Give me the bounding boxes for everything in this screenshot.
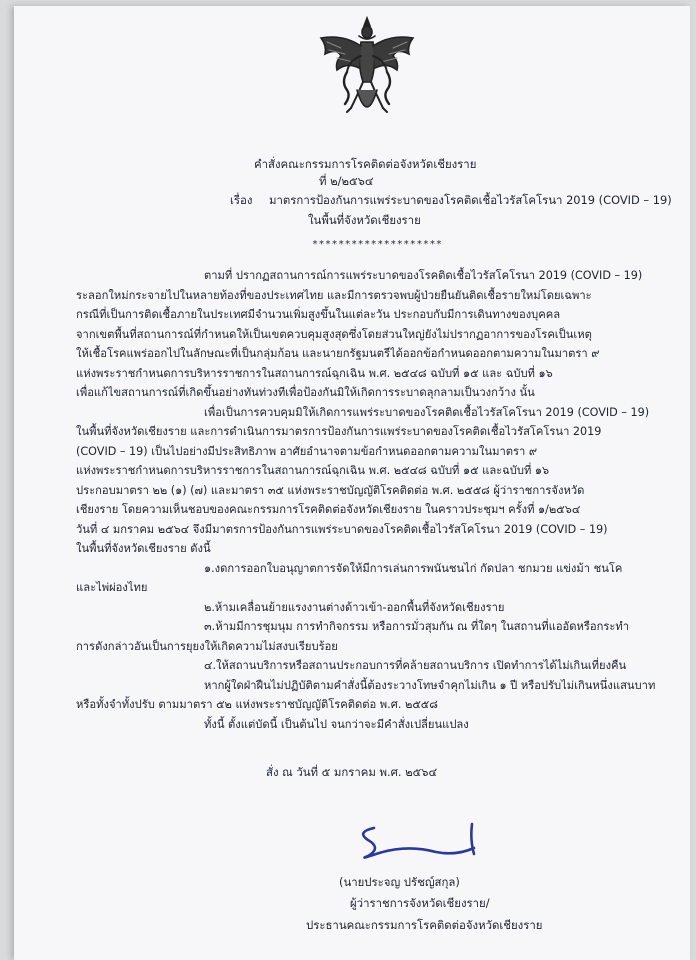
measure-line: ๓.ห้ามมีการชุมนุม การทำกิจกรรม หรือการมั่วสุมกัน ณ ที่ใดๆ ในสถานที่แออัดหรือกระทำ: [204, 620, 630, 633]
paragraph-line: วันที่ ๔ มกราคม ๒๕๖๔ จึงมีมาตรการป้องกันการแพร่ระบาดของโรคติดเชื้อไวรัสโคโรนา 2019 (COVID – 19): [76, 522, 608, 536]
paragraph-line: ประกอบมาตรา ๒๒ (๑) (๗) และมาตรา ๓๕ แห่งพระราชบัญญัติโรคติดต่อ พ.ศ. ๒๕๕๘ ผู้ว่าราชการจังหวัด: [76, 483, 585, 497]
signer-title-chairman: ประธานคณะกรรมการโรคติดต่อจังหวัดเชียงราย: [306, 918, 543, 932]
measure-line: การดังกล่าวอันเป็นการยุยงให้เกิดความไม่สงบเรียบร้อย: [76, 639, 338, 653]
paragraph-line: แห่งพระราชกำหนดการบริหารราชการในสถานการณ์ฉุกเฉิน พ.ศ. ๒๕๔๘ ฉบับที่ ๑๕ และ ฉบับที่ ๑๖: [76, 366, 553, 380]
paragraph-line: เพื่อเป็นการควบคุมมิให้เกิดการแพร่ระบาดของโรคติดเชื้อไวรัสโคโรนา 2019 (COVID – 19): [204, 405, 650, 419]
effective-clause: [76, 715, 676, 735]
paragraph-line: ให้เชื้อโรคแพร่ออกไปในลักษณะที่เป็นกลุ่มก้อน และนายกรัฐมนตรีได้ออกข้อกำหนดออกตามความในมาตรา ๙: [76, 347, 600, 360]
paragraph-line: เพื่อแก้ไขสถานการณ์ที่เกิดขึ้นอย่างทันท่วงทีเพื่อป้องกันมิให้เกิดการระบาดลุกลามเป็นวงกว้าง นั้น: [76, 386, 535, 399]
effective-line: ทั้งนี้ ตั้งแต่บัดนี้ เป็นต้นไป จนกว่าจะมีคำสั่งเปลี่ยนแปลง: [204, 717, 469, 731]
paragraph-line: ตามที่ ปรากฏสถานการณ์การแพร่ระบาดของโรคติดเชื้อไวรัสโคโรนา 2019 (COVID – 19): [204, 269, 643, 282]
subject-line-2: ในพื้นที่จังหวัดเชียงราย: [308, 213, 421, 227]
penalty-line: หรือทั้งจำทั้งปรับ ตามมาตรา ๕๒ แห่งพระราชบัญญัติโรคติดต่อ พ.ศ. ๒๕๕๘: [76, 698, 438, 711]
paragraph-line: (COVID – 19) เป็นไปอย่างมีประสิทธิภาพ อาศัยอำนาจตามข้อกำหนดออกตามความในมาตรา ๙: [76, 444, 538, 458]
document-page: [14, 6, 690, 960]
order-number: ที่ ๒/๒๕๖๔: [319, 174, 374, 188]
measure-line: ๔.ให้สถานบริการหรือสถานประกอบการที่คล้ายสถานบริการ เปิดทำการได้ไม่เกินเที่ยงคืน: [204, 659, 627, 672]
separator: ********************: [312, 239, 443, 250]
measure-item-2: [76, 598, 676, 618]
subject-text: มาตรการป้องกันการแพร่ระบาดของโรคติดเชื้อไวรัสโคโรนา 2019 (COVID – 19): [269, 193, 672, 207]
measure-line: และไพ่ผ่องไทย: [76, 581, 148, 594]
paragraph-line: เชียงราย โดยความเห็นชอบของคณะกรรมการโรคติดต่อจังหวัดเชียงราย ในคราวประชุมฯ ครั้งที่ ๑/๒๕๖๔: [76, 503, 581, 516]
paragraph-1: [76, 266, 676, 403]
subject-label: เรื่อง: [230, 193, 253, 207]
garuda-emblem-icon: [307, 12, 427, 132]
measure-item-4: [76, 656, 676, 676]
penalty-clause: [76, 676, 676, 715]
measure-item-3: [76, 617, 676, 656]
handwritten-signature: [346, 818, 506, 868]
paragraph-line: แห่งพระราชกำหนดการบริหารราชการในสถานการณ์ฉุกเฉิน พ.ศ. ๒๕๔๘ ฉบับที่ ๑๕ และฉบับที่ ๑๖: [76, 464, 550, 477]
order-title: คำสั่งคณะกรรมการโรคติดต่อจังหวัดเชียงราย: [254, 157, 477, 171]
paragraph-2: [76, 403, 676, 559]
paragraph-line: ระลอกใหม่กระจายไปในหลายท้องที่ของประเทศไทย และมีการตรวจพบผู้ป่วยยืนยันติดเชื้อรายใหม่โดยเฉพาะ: [76, 288, 592, 302]
penalty-line: หากผู้ใดฝ่าฝืนไม่ปฏิบัติตามคำสั่งนี้ต้องระวางโทษจำคุกไม่เกิน ๑ ปี หรือปรับไม่เกินหนึ่งแสนบาท: [204, 678, 656, 692]
sign-date: สั่ง ณ วันที่ ๕ มกราคม พ.ศ. ๒๕๖๔: [266, 765, 438, 779]
measure-line: ๑.งดการออกใบอนุญาตการจัดให้มีการเล่นการพนันชนไก่ กัดปลา ชกมวย แข่งม้า ชนโค: [204, 561, 623, 575]
paragraph-line: ในพื้นที่จังหวัดเชียงราย ดังนี้: [76, 542, 211, 555]
measure-line: ๒.ห้ามเคลื่อนย้ายแรงงานต่างด้าวเข้า-ออกพื้นที่จังหวัดเชียงราย: [204, 600, 505, 614]
signer-name: (นายประจญ ปรัชญ์สกุล): [339, 875, 460, 889]
order-body: [76, 266, 676, 734]
signer-title-governor: ผู้ว่าราชการจังหวัดเชียงราย/: [350, 896, 490, 910]
paragraph-line: ในพื้นที่จังหวัดเชียงราย และการดำเนินการมาตรการป้องกันการแพร่ระบาดของโรคติดเชื้อไวรัสโคโรนา 2019: [76, 425, 602, 438]
paragraph-line: กรณีที่เป็นการติดเชื้อภายในประเทศมีจำนวนเพิ่มสูงขึ้นในแต่ละวัน ประกอบกับมีการเดินทางของบุคคล: [76, 308, 561, 321]
measure-item-1: [76, 559, 676, 598]
paragraph-line: จากเขตพื้นที่สถานการณ์ที่กำหนดให้เป็นเขตควบคุมสูงสุดซึ่งโดยส่วนใหญ่ยังไม่ปรากฏอาการของโรคเป็นเหตุ: [76, 327, 592, 341]
